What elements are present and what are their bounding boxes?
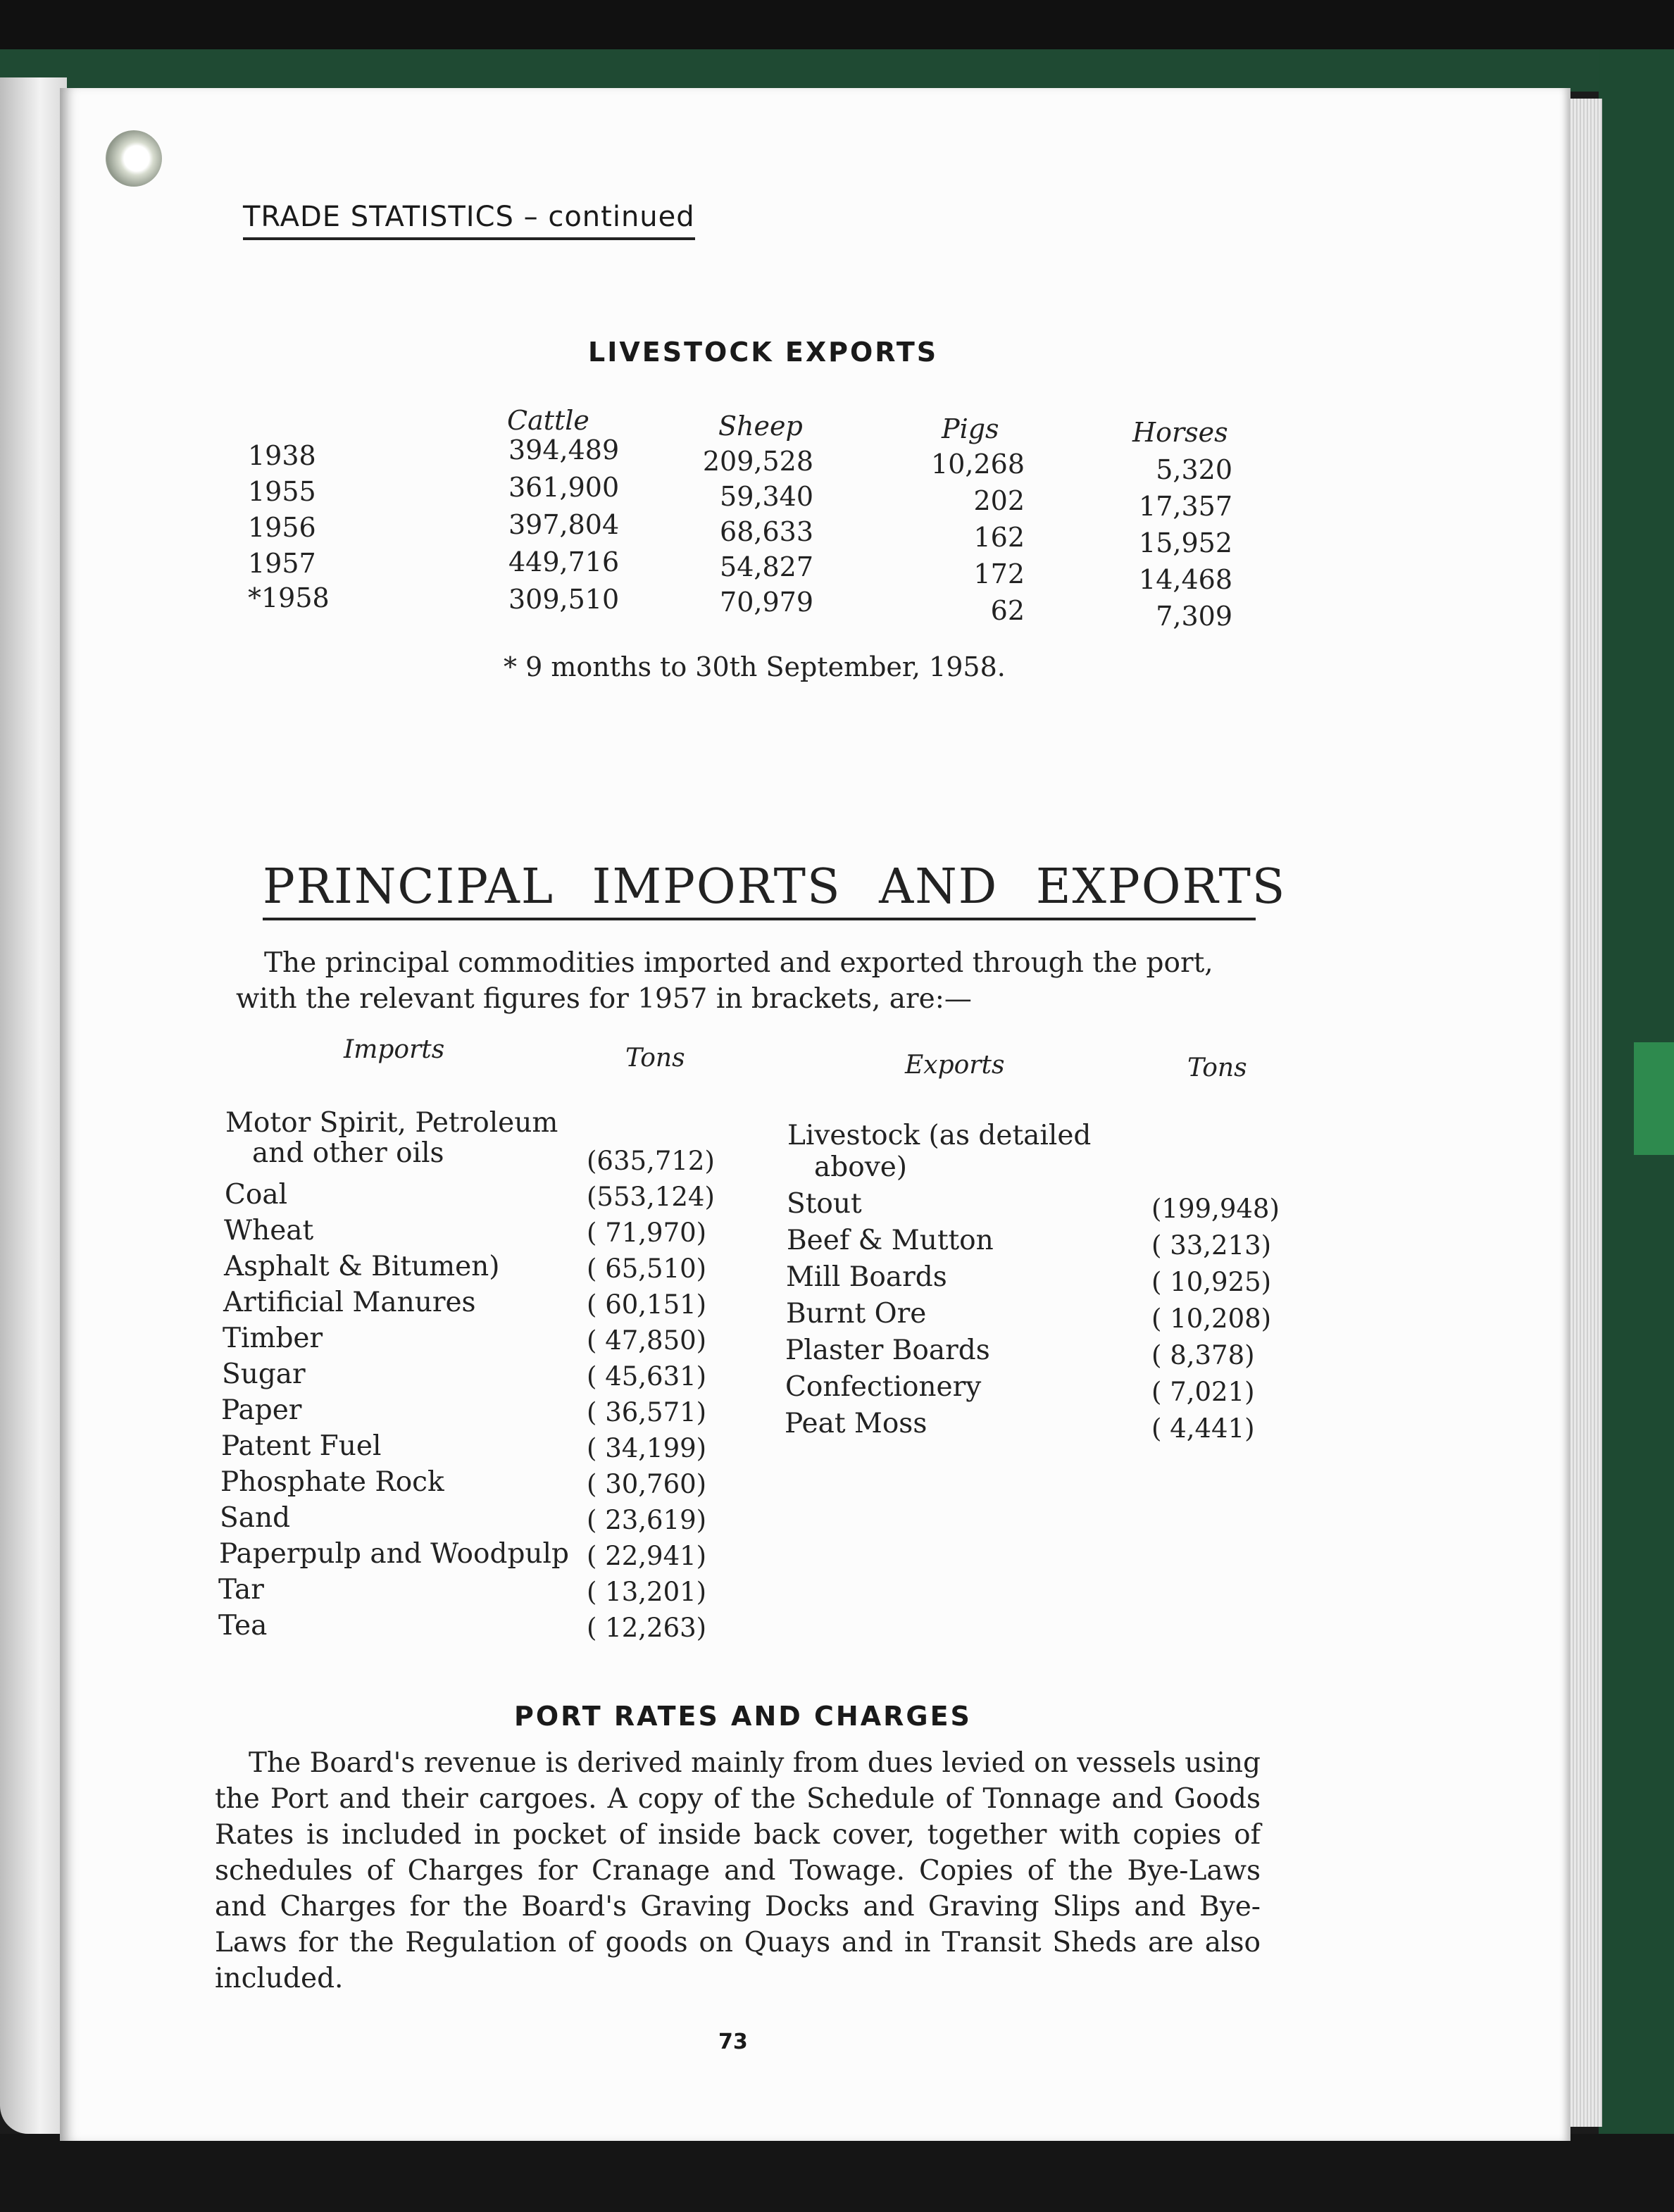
import-item: Asphalt & Bitumen)	[224, 1251, 500, 1282]
import-item: Paperpulp and Woodpulp	[219, 1538, 569, 1570]
running-head: TRADE STATISTICS – continued	[243, 201, 695, 240]
import-item-cont: and other oils	[252, 1137, 444, 1169]
livestock-horses: 14,468	[1139, 564, 1232, 595]
import-value: ( 36,571)	[587, 1397, 707, 1427]
header-horses: Horses	[1132, 417, 1228, 448]
livestock-cattle: 361,900	[508, 472, 620, 503]
export-item: Livestock (as detailed	[787, 1120, 1092, 1151]
header-sheep: Sheep	[718, 411, 803, 442]
book-cover-top	[0, 0, 1674, 56]
bookmark-tab	[1634, 1042, 1674, 1155]
imports-tons-header: Tons	[625, 1044, 685, 1073]
running-head-suffix: continued	[548, 201, 695, 233]
import-value: ( 12,263)	[587, 1613, 707, 1643]
livestock-horses: 5,320	[1156, 454, 1232, 485]
import-value: ( 60,151)	[587, 1289, 707, 1320]
book-cover-bottom	[0, 2134, 1674, 2212]
import-value: ( 22,941)	[587, 1541, 707, 1571]
export-item: Burnt Ore	[786, 1298, 927, 1330]
livestock-year: 1956	[248, 512, 316, 543]
livestock-year: 1955	[248, 476, 316, 507]
principal-intro: The principal commodities imported and exported through the port, with the relevant figures for 1957 in brackets, are:—	[236, 947, 1213, 1015]
livestock-cattle: 449,716	[508, 546, 620, 577]
livestock-pigs: 172	[973, 558, 1025, 589]
import-item: Patent Fuel	[221, 1430, 382, 1462]
header-pigs: Pigs	[942, 413, 999, 444]
export-value: ( 7,021)	[1151, 1377, 1255, 1407]
livestock-year: 1938	[248, 440, 316, 471]
livestock-title: LIVESTOCK EXPORTS	[588, 337, 939, 368]
exports-tons-header: Tons	[1187, 1054, 1247, 1082]
import-value: ( 30,760)	[587, 1469, 707, 1499]
livestock-sheep: 68,633	[720, 516, 813, 547]
exports-header: Exports	[905, 1051, 1005, 1080]
export-value: ( 10,925)	[1151, 1267, 1272, 1297]
import-value: (553,124)	[587, 1182, 715, 1212]
livestock-sheep: 54,827	[720, 551, 813, 582]
import-item: Phosphate Rock	[220, 1466, 444, 1498]
port-body: The Board's revenue is derived mainly from dues levied on vessels using the Port and their cargoes. A copy of the Schedule of Tonnage and Goods Rates is included in pocket of inside back cover, together with copies of schedules of Charges for Cranage and Towage. Copies of the Bye-Laws and Charges for the Board's Graving Docks and Graving Slips and Bye-Laws for the Regulation of goods on Quays and in Transit Sheds are also included.	[215, 1747, 1261, 1994]
livestock-cattle: 394,489	[508, 435, 620, 465]
livestock-year: 1957	[248, 548, 316, 579]
import-value: (635,712)	[587, 1146, 715, 1176]
livestock-cattle: 397,804	[508, 509, 620, 540]
livestock-sheep: 70,979	[720, 587, 813, 618]
export-item: Stout	[787, 1188, 862, 1220]
header-cattle: Cattle	[507, 405, 589, 436]
import-value: ( 47,850)	[587, 1325, 707, 1356]
livestock-horses: 17,357	[1139, 491, 1232, 522]
import-item: Coal	[225, 1179, 288, 1211]
import-item: Sand	[220, 1502, 291, 1534]
page-number: 73	[718, 2030, 748, 2054]
import-value: ( 23,619)	[587, 1505, 707, 1535]
import-item: Tar	[218, 1574, 264, 1606]
port-title: PORT RATES AND CHARGES	[514, 1701, 972, 1732]
export-value: ( 4,441)	[1151, 1413, 1255, 1444]
export-item: Beef & Mutton	[787, 1225, 994, 1256]
import-value: ( 45,631)	[587, 1361, 707, 1392]
livestock-footnote: * 9 months to 30th September, 1958.	[504, 651, 1006, 682]
punch-hole	[106, 130, 162, 187]
principal-title: PRINCIPAL IMPORTS AND EXPORTS	[263, 859, 1256, 920]
livestock-pigs: 162	[973, 522, 1025, 553]
imports-header: Imports	[344, 1035, 445, 1064]
export-item-cont: above)	[814, 1151, 908, 1183]
import-item: Motor Spirit, Petroleum	[225, 1107, 558, 1139]
import-item: Artificial Manures	[223, 1287, 476, 1318]
import-item: Paper	[221, 1394, 302, 1426]
export-item: Confectionery	[785, 1371, 982, 1403]
livestock-sheep: 59,340	[720, 481, 813, 512]
import-item: Tea	[218, 1610, 268, 1642]
export-item: Plaster Boards	[785, 1335, 990, 1366]
import-value: ( 13,201)	[587, 1577, 707, 1607]
export-value: ( 8,378)	[1151, 1340, 1255, 1370]
livestock-pigs: 10,268	[931, 449, 1025, 480]
book-cover-green	[0, 49, 1620, 92]
left-page-edge	[0, 77, 67, 2134]
livestock-cattle: 309,510	[508, 584, 620, 615]
export-value: ( 33,213)	[1151, 1230, 1272, 1261]
import-value: ( 34,199)	[587, 1433, 707, 1463]
export-value: (199,948)	[1151, 1194, 1280, 1224]
running-head-main: TRADE STATISTICS	[243, 201, 514, 233]
export-item: Peat Moss	[785, 1408, 927, 1439]
import-value: ( 65,510)	[587, 1254, 707, 1284]
import-item: Sugar	[222, 1358, 306, 1390]
export-item: Mill Boards	[786, 1261, 947, 1293]
import-item: Wheat	[224, 1215, 314, 1246]
import-value: ( 71,970)	[587, 1218, 707, 1248]
livestock-horses: 7,309	[1156, 601, 1232, 632]
import-item: Timber	[223, 1323, 323, 1354]
export-value: ( 10,208)	[1151, 1304, 1272, 1334]
livestock-pigs: 62	[990, 595, 1025, 626]
livestock-pigs: 202	[973, 485, 1025, 516]
livestock-sheep: 209,528	[702, 446, 813, 477]
livestock-year: *1958	[248, 582, 330, 613]
livestock-horses: 15,952	[1139, 527, 1232, 558]
